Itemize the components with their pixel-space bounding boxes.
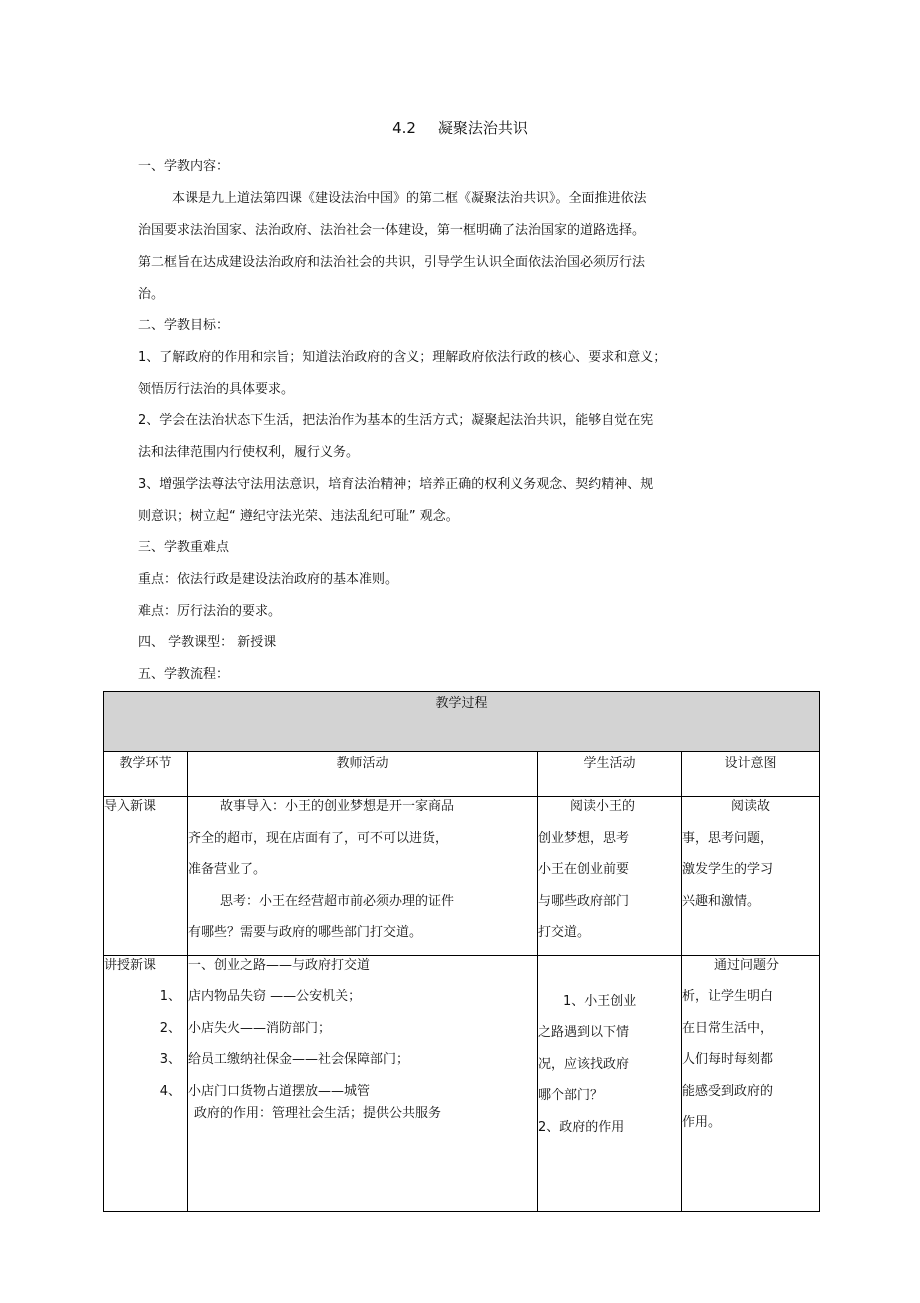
keypoint-line: 重点：依法行政是建设法治政府的基本准则。	[138, 572, 399, 587]
section-heading-flow: 五、学教流程：	[138, 667, 230, 682]
intent-line: 通过问题分	[714, 957, 780, 973]
intent-line: 阅读故	[731, 799, 771, 814]
teacher-line: 故事导入：小王的创业梦想是开一家商品	[220, 799, 455, 814]
teacher-item: 小店门口货物占道摆放——城管	[188, 1083, 371, 1099]
teacher-cell	[188, 955, 538, 1211]
student-line: 小王在创业前要	[538, 862, 630, 877]
intent-line: 人们每时每刻都	[682, 1052, 774, 1067]
teaching-flow-table	[103, 691, 820, 1212]
student-cell	[538, 797, 682, 956]
student-line: 之路遇到以下情	[538, 1025, 630, 1040]
column-header-stage: 教学环节	[104, 752, 188, 797]
goal-line: 则意识；树立起“ 遵纪守法光荣、违法乱纪可耻” 观念。	[138, 509, 459, 524]
item-number: 1、	[159, 989, 181, 1004]
student-line: 况，应该找政府	[538, 1056, 630, 1072]
item-number: 2、	[159, 1020, 181, 1036]
teacher-line: 思考：小王在经营超市前必须办理的证件	[220, 893, 455, 909]
student-line: 阅读小王的	[570, 799, 636, 814]
column-header-teacher: 教师活动	[188, 752, 538, 797]
intent-line: 事，思考问题，	[682, 830, 774, 846]
teacher-item: 给员工缴纳社保金——社会保障部门；	[188, 1052, 410, 1067]
teacher-item: 小店失火——消防部门；	[188, 1020, 332, 1036]
paragraph-line: 本课是九上道法第四课《建设法治中国》的第二框《凝聚法治共识》。全面推进依法	[172, 191, 647, 206]
item-number: 4、	[159, 1083, 181, 1099]
intent-line: 兴趣和激情。	[682, 893, 761, 909]
table-row	[104, 955, 820, 1211]
stage-cell	[104, 797, 188, 956]
stage-cell	[104, 955, 188, 1211]
paragraph-line: 治。	[138, 287, 165, 302]
table-row	[104, 797, 820, 956]
goal-line: 3、增强学法尊法守法用法意识，培育法治精神；培养正确的权利义务观念、契约精神、规	[138, 477, 654, 492]
intent-cell	[682, 797, 820, 956]
teacher-summary: 政府的作用：管理社会生活；提供公共服务	[194, 1105, 442, 1121]
student-line: 打交道。	[538, 925, 591, 940]
goal-line: 法和法律范围内行使权利，履行义务。	[138, 445, 360, 460]
column-header-intent: 设计意图	[682, 752, 820, 797]
goal-line: 1、了解政府的作用和宗旨；知道法治政府的含义；理解政府依法行政的核心、要求和意义；	[138, 350, 667, 365]
section-heading-content: 一、学教内容：	[138, 159, 230, 174]
process-header: 教学过程	[104, 692, 820, 752]
section-heading-keypoints: 三、学教重难点	[138, 540, 230, 555]
stage-label: 导入新课	[104, 799, 157, 814]
student-line: 哪个部门？	[538, 1088, 604, 1103]
teacher-line: 齐全的超市，现在店面有了，可不可以进货，	[188, 830, 449, 846]
keypoint-line: 难点：厉行法治的要求。	[138, 604, 282, 619]
section-heading-goals: 二、学教目标：	[138, 318, 230, 333]
section-lesson-type: 四、 学教课型： 新授课	[138, 635, 277, 650]
goal-line: 领悟厉行法治的具体要求。	[138, 382, 295, 397]
title-text: 凝聚法治共识	[437, 119, 528, 137]
stage-label: 讲授新课	[104, 957, 157, 973]
teacher-line: 有哪些？需要与政府的哪些部门打交道。	[188, 925, 423, 940]
teacher-item: 店内物品失窃 ——公安机关；	[188, 989, 362, 1004]
student-line: 2、政府的作用	[538, 1119, 625, 1135]
student-line: 创业梦想，思考	[538, 830, 630, 846]
student-cell	[538, 955, 682, 1211]
paragraph-line: 治国要求法治国家、法治政府、法治社会一体建设，第一框明确了法治国家的道路选择。	[138, 223, 646, 238]
intent-cell	[682, 955, 820, 1211]
teacher-line: 准备营业了。	[188, 862, 267, 877]
teacher-heading: 一、创业之路——与政府打交道	[188, 957, 371, 973]
intent-line: 析，让学生明白	[682, 989, 774, 1004]
teacher-cell	[188, 797, 538, 956]
title-number: 4.2	[392, 119, 416, 137]
intent-line: 激发学生的学习	[682, 862, 774, 877]
student-line: 1、小王创业	[563, 993, 637, 1009]
column-header-student: 学生活动	[538, 752, 682, 797]
intent-line: 能感受到政府的	[682, 1083, 774, 1099]
goal-line: 2、学会在法治状态下生活，把法治作为基本的生活方式；凝聚起法治共识，能够自觉在宪	[138, 413, 654, 428]
student-line: 与哪些政府部门	[538, 893, 630, 909]
intent-line: 作用。	[682, 1115, 722, 1130]
paragraph-line: 第二框旨在达成建设法治政府和法治社会的共识，引导学生认识全面依法治国必须厉行法	[138, 255, 646, 270]
intent-line: 在日常生活中，	[682, 1020, 774, 1036]
item-number: 3、	[159, 1052, 181, 1067]
page-title	[0, 117, 920, 138]
